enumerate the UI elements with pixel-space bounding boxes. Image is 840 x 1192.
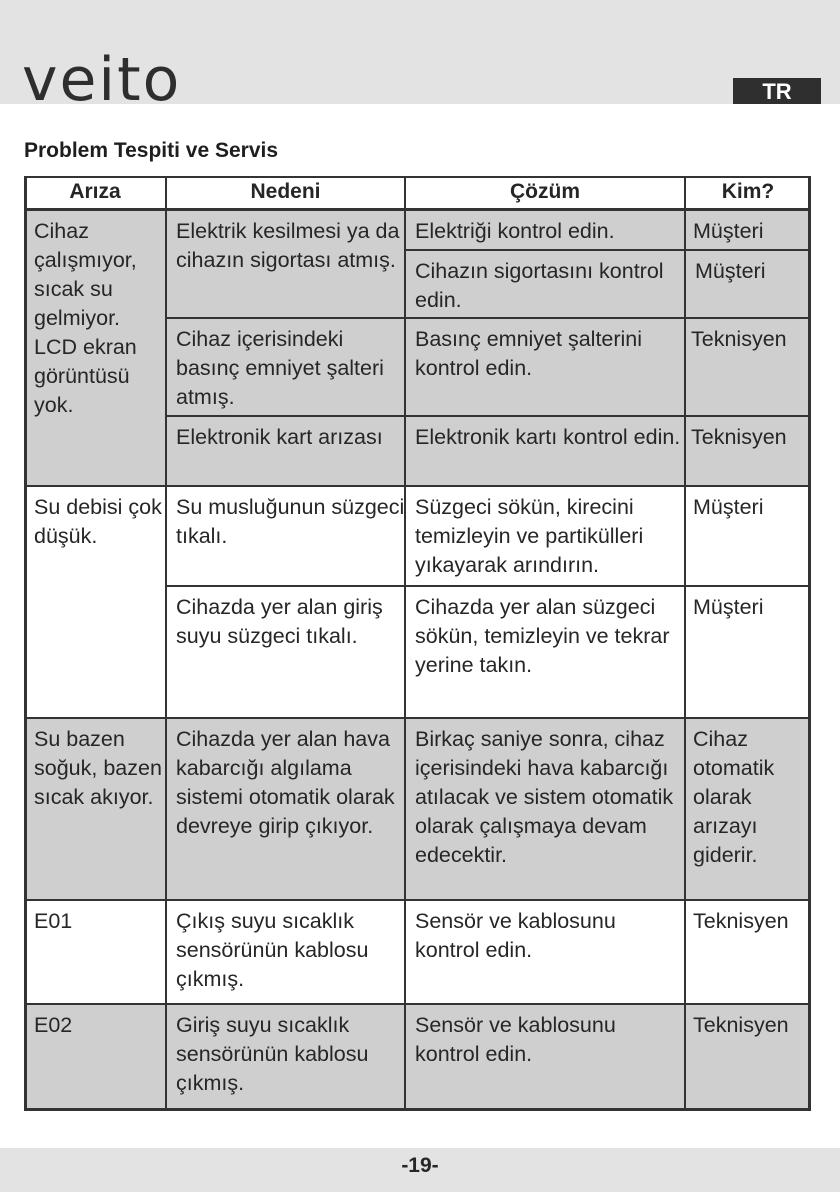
who-text: Teknisyen [693,909,789,933]
table-border [24,176,27,1110]
solution-text: Birkaç saniye sonra, cihaz içerisindeki hava kabarcığı atılacak ve sistem otomatik olarak çalışmaya devam edecektir. [415,727,674,867]
cause-cell [166,318,405,416]
row-divider [166,415,811,417]
row-divider [166,585,811,587]
solution-text: Sensör ve kablosunu kontrol edin. [415,1013,616,1066]
fault-text: Su bazen soğuk, bazen sıcak akıyor. [34,727,162,809]
who-cell [685,900,811,1004]
who-cell [685,486,811,586]
solution-text: Cihazın sigortasını kontrol edin. [415,259,664,312]
row-divider [24,1003,811,1005]
cause-cell [166,586,405,718]
row-divider [24,717,811,719]
cause-cell [166,900,405,1004]
cause-cell [166,486,405,586]
fault-cell [24,718,166,900]
who-text: Teknisyen [691,327,787,351]
cause-text: Cihazda yer alan hava kabarcığı algılama sistemi otomatik olarak devreye girip çıkıyor. [176,727,395,838]
solution-cell [405,586,685,718]
cause-cell [166,416,405,486]
column-header-cause: Nedeni [250,180,321,203]
who-cell [685,586,811,718]
who-cell [685,1004,811,1110]
page-number: -19- [401,1154,439,1177]
row-divider [166,317,811,319]
who-text: Teknisyen [693,1013,789,1037]
cause-cell [166,210,405,318]
who-text: Müşteri [693,219,764,243]
fault-cell [24,900,166,1004]
solution-text: Elektriği kontrol edin. [415,219,615,243]
solution-cell [405,1004,685,1110]
solution-cell [405,486,685,586]
row-divider [24,485,811,487]
fault-cell [24,210,166,486]
cause-text: Su musluğunun süzgeci tıkalı. [176,495,405,548]
who-text: Cihaz otomatik olarak arızayı giderir. [693,727,775,867]
solution-cell [405,250,685,318]
who-cell [685,210,811,250]
fault-text: E01 [34,909,73,933]
fault-text: Su debisi çok düşük. [34,495,162,548]
fault-cell [24,486,166,718]
column-header-who: Kim? [721,180,775,203]
solution-text: Basınç emniyet şalterini kontrol edin. [415,327,643,380]
row-divider [24,208,811,211]
cause-text: Elektrik kesilmesi ya da cihazın sigortası atmış. [176,219,400,272]
solution-text: Cihazda yer alan süzgeci sökün, temizleyin ve tekrar yerine takın. [415,595,670,677]
cause-text: Çıkış suyu sıcaklık sensörünün kablosu çıkmış. [176,909,369,991]
row-divider [405,249,811,251]
solution-cell [405,718,685,900]
who-cell [685,718,811,900]
fault-cell [24,1004,166,1110]
solution-text: Elektronik kartı kontrol edin. [415,425,681,449]
fault-text: Cihaz çalışmıyor, sıcak su gelmiyor. LCD ekran görüntüsü yok. [34,219,137,417]
troubleshooting-table [24,176,811,1110]
solution-cell [405,318,685,416]
solution-cell [405,416,685,486]
table-border [24,176,811,178]
cause-text: Elektronik kart arızası [176,425,383,449]
language-badge: TR [733,78,821,104]
cause-cell [166,718,405,900]
solution-cell [405,210,685,250]
solution-text: Sensör ve kablosunu kontrol edin. [415,909,616,962]
who-text: Müşteri [693,495,764,519]
who-cell [685,416,811,486]
cause-cell [166,1004,405,1110]
row-divider [24,899,811,901]
brand-logo: veito [22,45,182,115]
fault-text: E02 [34,1013,73,1037]
column-header-fault: Arıza [69,180,121,203]
who-cell [685,318,811,416]
section-title: Problem Tespiti ve Servis [24,139,279,162]
table-border [24,1108,811,1111]
solution-text: Süzgeci sökün, kirecini temizleyin ve partikülleri yıkayarak arındırın. [415,495,644,577]
who-cell [685,250,811,318]
cause-text: Cihazda yer alan giriş suyu süzgeci tıkalı. [176,595,383,648]
column-header-solution: Çözüm [510,180,580,203]
solution-cell [405,900,685,1004]
who-text: Müşteri [695,259,766,283]
cause-text: Cihaz içerisindeki basınç emniyet şalteri atmış. [176,327,384,409]
who-text: Teknisyen [691,425,787,449]
who-text: Müşteri [693,595,764,619]
cause-text: Giriş suyu sıcaklık sensörünün kablosu çıkmış. [176,1013,369,1095]
